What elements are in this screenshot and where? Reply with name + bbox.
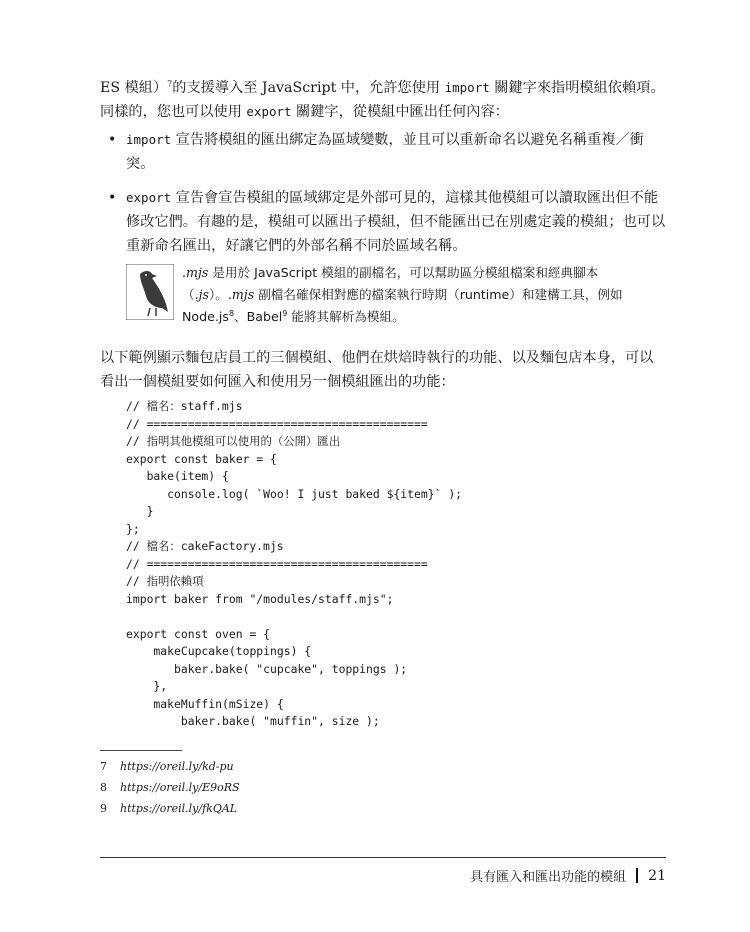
footnote-ref[interactable]: 9 xyxy=(282,308,288,318)
intro-text: 關鍵字，從模組中匯出任何內容： xyxy=(291,104,509,120)
page-footer xyxy=(470,866,666,885)
bullet-text: 宣告將模組的匯出綁定為區域變數，並且可以重新命名以避免名稱重複／衝突。 xyxy=(126,132,644,172)
list-item xyxy=(104,128,666,176)
chapter-title: 具有匯入和匯出功能的模組 xyxy=(470,870,627,885)
footer-divider xyxy=(100,857,666,858)
footnote-link[interactable]: https://oreil.ly/fkQAL xyxy=(120,802,238,815)
intro-text: 的支援導入至 JavaScript 中，允許您使用 xyxy=(172,80,445,96)
footnote-divider xyxy=(100,750,182,751)
footnote xyxy=(100,798,500,819)
footnote-ref[interactable]: 7 xyxy=(167,79,173,89)
note-span: 、Babel xyxy=(234,309,283,324)
bullet-text: 宣告會宣告模組的區域綁定是外部可見的，這樣其他模組可以讀取匯出但不能修改它們。有趣的是，模組可以匯出子模組，但不能匯出已在別處定義的模組；也可以重新命名匯出，好讓它們的外部名稱不同於區域名稱。 xyxy=(126,190,666,254)
footnote-number: 8 xyxy=(100,781,107,794)
page-number: 21 xyxy=(648,867,666,884)
note-span: 是用於 JavaScript 模組的副檔名，可以幫助區分模組檔案和經典腳本（ xyxy=(182,265,599,302)
inline-code: import xyxy=(444,80,490,95)
note-text xyxy=(182,262,662,328)
inline-code: export xyxy=(246,104,292,119)
bullet-list xyxy=(104,128,666,258)
list-item xyxy=(104,186,666,258)
intro-text: 同樣的，您也可以使用 xyxy=(100,104,247,120)
crow-icon xyxy=(126,264,174,320)
example-intro: 以下範例顯示麵包店員工的三個模組、他們在烘焙時執行的功能、以及麵包店本身，可以看出一個模組要如何匯入和使用另一個模組匯出的功能： xyxy=(100,350,654,390)
note-span: ）。 xyxy=(208,287,228,302)
note-span: 能將其解析為模組。 xyxy=(287,309,405,324)
note-span: 副檔名確保相對應的檔案執行時期（runtime）和建構工具，例如 Node.js xyxy=(182,287,623,324)
tip-note xyxy=(126,262,666,326)
intro-text: 關鍵字來指明模組依賴項。 xyxy=(489,80,665,96)
file-extension: .js xyxy=(194,287,209,302)
footnote-link[interactable]: https://oreil.ly/E9oRS xyxy=(120,781,240,794)
footnote xyxy=(100,777,500,798)
footnote-number: 9 xyxy=(100,802,107,815)
file-extension: .mjs xyxy=(227,287,255,302)
footnote xyxy=(100,756,500,777)
code-block-cake-factory: // 檔名：cakeFactory.mjs // ========================================= // 指明依賴項 import baker from "/modules/staff.mjs"; export const oven = { makeCupcake(toppings) { baker.bake( "cupcake", toppings ); }, makeMuffin(mSize) { baker.bake( "muffin", size ); xyxy=(126,539,428,728)
inline-code: import xyxy=(126,132,172,147)
code-block-staff: // 檔名：staff.mjs // ========================================= // 指明其他模組可以使用的（公開）匯出 export const baker = { bake(item) { console.log( `Woo! I just baked ${item}` ); } }; xyxy=(126,399,463,536)
footer-separator xyxy=(636,868,638,883)
footnote-ref[interactable]: 8 xyxy=(228,308,235,318)
file-extension: .mjs xyxy=(182,265,209,280)
intro-paragraph xyxy=(100,76,666,124)
bullet-dot: • xyxy=(108,132,117,148)
footnotes xyxy=(100,756,500,819)
bullet-dot: • xyxy=(108,190,117,206)
footnote-link[interactable]: https://oreil.ly/kd-pu xyxy=(120,760,234,773)
intro-text: ES 模組） xyxy=(100,80,168,96)
footnote-number: 7 xyxy=(100,760,107,773)
inline-code: export xyxy=(126,190,172,205)
